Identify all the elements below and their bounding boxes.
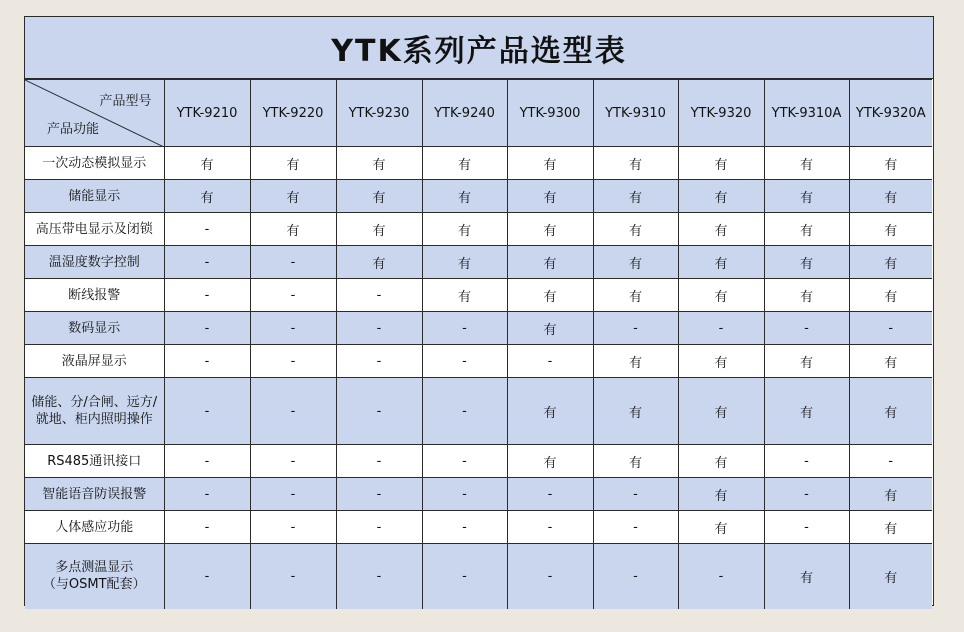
value-cell: - xyxy=(164,246,250,279)
value-cell: - xyxy=(336,511,422,544)
value-cell: 有 xyxy=(507,246,593,279)
table-row xyxy=(25,345,932,378)
feature-label: 数码显示 xyxy=(68,320,121,336)
value-cell: 有 xyxy=(593,213,678,246)
value-cell: 有 xyxy=(422,213,507,246)
value-cell: 有 xyxy=(764,345,849,378)
feature-cell xyxy=(25,213,164,246)
value-cell: - xyxy=(164,445,250,478)
value-cell: 有 xyxy=(593,246,678,279)
value-cell: 有 xyxy=(678,180,764,213)
corner-model-label: 产品型号 xyxy=(99,94,152,109)
feature-label: 人体感应功能 xyxy=(55,519,134,535)
value-cell: - xyxy=(764,445,849,478)
value-cell: - xyxy=(164,511,250,544)
value-cell: - xyxy=(764,478,849,511)
table-row xyxy=(25,279,932,312)
value-cell: 有 xyxy=(849,345,932,378)
value-cell: - xyxy=(250,279,336,312)
feature-cell xyxy=(25,312,164,345)
model-header: YTK-9220 xyxy=(250,80,336,147)
value-cell: 有 xyxy=(422,147,507,180)
value-cell: 有 xyxy=(422,279,507,312)
value-cell: 有 xyxy=(764,279,849,312)
feature-label: 就地、柜内照明操作 xyxy=(35,412,153,427)
feature-cell xyxy=(25,378,164,445)
table-row xyxy=(25,147,932,180)
feature-label: 高压带电显示及闭锁 xyxy=(35,221,153,237)
value-cell: 有 xyxy=(507,279,593,312)
value-cell: 有 xyxy=(764,147,849,180)
value-cell: 有 xyxy=(849,544,932,609)
value-cell: - xyxy=(250,478,336,511)
value-cell: - xyxy=(164,345,250,378)
table-row xyxy=(25,378,932,445)
value-cell: - xyxy=(336,378,422,445)
value-cell: 有 xyxy=(507,213,593,246)
value-cell: 有 xyxy=(678,213,764,246)
value-cell: 有 xyxy=(250,180,336,213)
model-header: YTK-9320A xyxy=(849,80,932,147)
value-cell: - xyxy=(593,511,678,544)
value-cell: 有 xyxy=(593,378,678,445)
feature-label: 断线报警 xyxy=(68,287,121,303)
value-cell: - xyxy=(764,312,849,345)
value-cell: - xyxy=(422,544,507,609)
value-cell: 有 xyxy=(678,378,764,445)
value-cell: 有 xyxy=(849,478,932,511)
value-cell: 有 xyxy=(422,180,507,213)
value-cell: - xyxy=(336,478,422,511)
table-row xyxy=(25,246,932,279)
model-header: YTK-9320 xyxy=(678,80,764,147)
value-cell: 有 xyxy=(849,511,932,544)
model-header: YTK-9310A xyxy=(764,80,849,147)
value-cell: - xyxy=(593,544,678,609)
value-cell: - xyxy=(678,312,764,345)
value-cell: - xyxy=(678,544,764,609)
value-cell: 有 xyxy=(849,213,932,246)
value-cell: - xyxy=(336,345,422,378)
value-cell: - xyxy=(507,478,593,511)
value-cell: 有 xyxy=(593,345,678,378)
value-cell: - xyxy=(422,378,507,445)
feature-cell xyxy=(25,180,164,213)
value-cell: 有 xyxy=(336,213,422,246)
value-cell: - xyxy=(164,378,250,445)
value-cell: 有 xyxy=(507,180,593,213)
value-cell: 有 xyxy=(764,378,849,445)
value-cell: 有 xyxy=(849,180,932,213)
value-cell: - xyxy=(764,511,849,544)
value-cell: - xyxy=(250,544,336,609)
corner-cell xyxy=(25,80,164,147)
value-cell: 有 xyxy=(507,445,593,478)
value-cell: - xyxy=(849,312,932,345)
value-cell: 有 xyxy=(678,478,764,511)
model-header: YTK-9310 xyxy=(593,80,678,147)
table-row xyxy=(25,478,932,511)
feature-cell xyxy=(25,478,164,511)
value-cell: 有 xyxy=(849,246,932,279)
value-cell: 有 xyxy=(678,345,764,378)
feature-label: 储能、分/合闸、远方/ xyxy=(31,395,158,410)
table-row xyxy=(25,544,932,609)
feature-cell xyxy=(25,246,164,279)
value-cell: 有 xyxy=(593,147,678,180)
table-row xyxy=(25,445,932,478)
value-cell: - xyxy=(507,544,593,609)
table-row xyxy=(25,213,932,246)
value-cell: - xyxy=(422,445,507,478)
feature-cell xyxy=(25,511,164,544)
value-cell: - xyxy=(250,312,336,345)
value-cell: - xyxy=(250,511,336,544)
feature-label: 一次动态模拟显示 xyxy=(42,155,147,171)
value-cell: - xyxy=(422,345,507,378)
value-cell: 有 xyxy=(164,180,250,213)
value-cell: - xyxy=(849,445,932,478)
feature-cell xyxy=(25,345,164,378)
value-cell: - xyxy=(164,312,250,345)
feature-label: 智能语音防误报警 xyxy=(42,486,147,502)
header-row xyxy=(25,80,932,147)
value-cell: 有 xyxy=(678,147,764,180)
model-header: YTK-9240 xyxy=(422,80,507,147)
value-cell: 有 xyxy=(849,147,932,180)
value-cell: 有 xyxy=(593,445,678,478)
corner-feature-label: 产品功能 xyxy=(47,122,100,137)
value-cell: - xyxy=(422,511,507,544)
value-cell: - xyxy=(250,246,336,279)
value-cell: - xyxy=(593,312,678,345)
value-cell: - xyxy=(336,279,422,312)
value-cell: 有 xyxy=(422,246,507,279)
table-row xyxy=(25,180,932,213)
value-cell: - xyxy=(250,345,336,378)
feature-label: 储能显示 xyxy=(68,188,121,204)
table-row xyxy=(25,511,932,544)
value-cell: - xyxy=(336,445,422,478)
value-cell: - xyxy=(507,511,593,544)
value-cell: 有 xyxy=(764,544,849,609)
table-title: YTK系列产品选型表 xyxy=(25,17,933,79)
value-cell: 有 xyxy=(507,378,593,445)
feature-cell xyxy=(25,544,164,609)
value-cell: - xyxy=(250,445,336,478)
value-cell: 有 xyxy=(678,511,764,544)
value-cell: - xyxy=(336,312,422,345)
value-cell: 有 xyxy=(336,147,422,180)
model-header: YTK-9230 xyxy=(336,80,422,147)
value-cell: 有 xyxy=(678,445,764,478)
value-cell: 有 xyxy=(336,246,422,279)
value-cell: - xyxy=(422,478,507,511)
table-row xyxy=(25,312,932,345)
value-cell: 有 xyxy=(764,180,849,213)
value-cell: 有 xyxy=(250,147,336,180)
value-cell: - xyxy=(164,544,250,609)
value-cell: 有 xyxy=(507,147,593,180)
value-cell: 有 xyxy=(593,279,678,312)
feature-cell xyxy=(25,147,164,180)
feature-cell xyxy=(25,279,164,312)
value-cell: 有 xyxy=(250,213,336,246)
value-cell: - xyxy=(250,378,336,445)
feature-label: 液晶屏显示 xyxy=(61,353,127,369)
value-cell: 有 xyxy=(164,147,250,180)
feature-label: 多点测温显示 xyxy=(55,560,134,576)
table-body xyxy=(25,147,932,609)
selection-table xyxy=(25,79,932,609)
value-cell: 有 xyxy=(849,378,932,445)
value-cell: 有 xyxy=(678,246,764,279)
feature-label: RS485通讯接口 xyxy=(47,453,142,469)
value-cell: - xyxy=(422,312,507,345)
value-cell: - xyxy=(507,345,593,378)
model-header: YTK-9300 xyxy=(507,80,593,147)
value-cell: - xyxy=(164,478,250,511)
value-cell: 有 xyxy=(678,279,764,312)
feature-cell xyxy=(25,445,164,478)
value-cell: 有 xyxy=(764,246,849,279)
selection-table-frame xyxy=(24,16,934,606)
value-cell: - xyxy=(336,544,422,609)
value-cell: - xyxy=(593,478,678,511)
feature-label: （与OSMT配套） xyxy=(42,577,146,593)
model-header: YTK-9210 xyxy=(164,80,250,147)
value-cell: - xyxy=(164,213,250,246)
value-cell: 有 xyxy=(849,279,932,312)
value-cell: 有 xyxy=(507,312,593,345)
feature-label: 温湿度数字控制 xyxy=(48,254,140,270)
value-cell: 有 xyxy=(593,180,678,213)
value-cell: 有 xyxy=(764,213,849,246)
value-cell: 有 xyxy=(336,180,422,213)
value-cell: - xyxy=(164,279,250,312)
